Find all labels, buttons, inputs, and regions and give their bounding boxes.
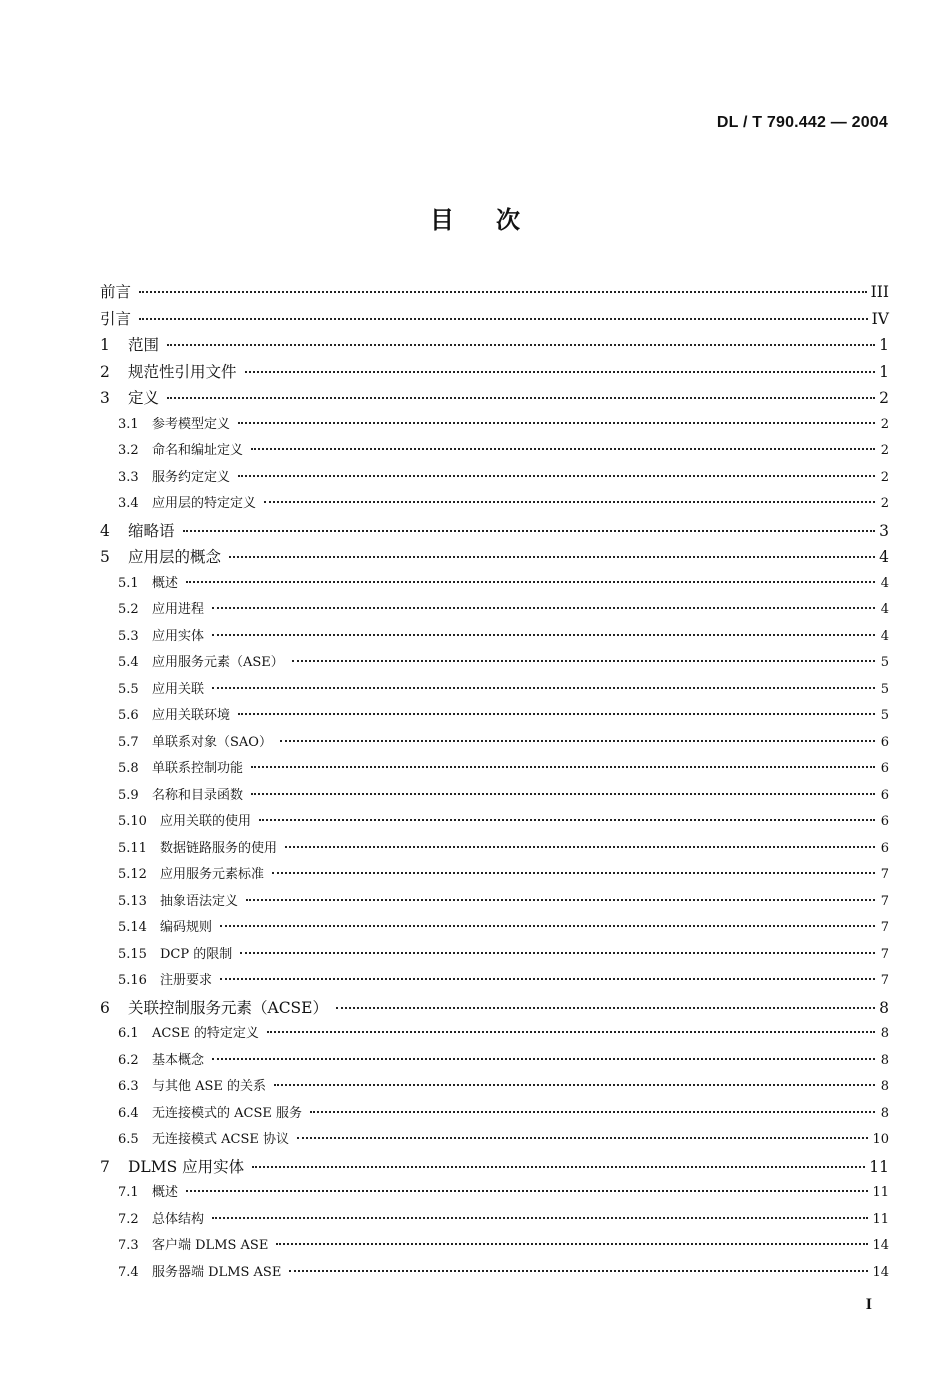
- toc-entry-page: 11: [869, 1157, 889, 1176]
- toc-entry[interactable]: [100, 836, 889, 863]
- toc-entry-page: 5: [880, 708, 889, 723]
- toc-entry[interactable]: [100, 1021, 889, 1048]
- dot-leader: [212, 1217, 868, 1219]
- toc-entry-number: 5.9: [118, 787, 139, 803]
- dot-leader: [229, 556, 875, 558]
- toc-entry-page: 2: [880, 416, 889, 432]
- dot-leader: [220, 978, 875, 980]
- toc-entry-label: 抽象语法定义: [160, 893, 239, 909]
- toc-entry-label: 名称和目录函数: [152, 787, 244, 803]
- toc-entry-label: 前言: [100, 283, 132, 301]
- dot-leader: [167, 397, 875, 399]
- toc-entry[interactable]: [100, 677, 889, 704]
- toc-entry[interactable]: [100, 1127, 889, 1154]
- dot-leader: [292, 660, 875, 662]
- toc-entry-number: 3: [100, 389, 110, 407]
- toc-entry-page: 7: [880, 946, 889, 962]
- dot-leader: [167, 344, 875, 346]
- toc-entry[interactable]: [100, 385, 889, 412]
- toc-entry-page: 2: [880, 443, 889, 458]
- toc-entry-number: 5.1: [118, 575, 139, 591]
- toc-entry-page: 4: [880, 628, 889, 644]
- toc-entry-label: DCP 的限制: [160, 946, 233, 962]
- toc-entry[interactable]: [100, 650, 889, 677]
- dot-leader: [285, 846, 875, 848]
- toc-entry-number: 6.1: [118, 1026, 139, 1041]
- toc-entry-label: 引言: [100, 309, 132, 328]
- toc-entry[interactable]: [100, 1074, 889, 1101]
- toc-entry-page: 4: [880, 602, 889, 617]
- toc-entry-label: 总体结构: [152, 1211, 205, 1227]
- toc-entry-page: 7: [880, 867, 889, 882]
- toc-entry[interactable]: [100, 438, 889, 465]
- toc-entry-number: 2: [100, 362, 110, 381]
- toc-entry[interactable]: [100, 465, 889, 492]
- toc-entry-number: 6.3: [118, 1079, 139, 1094]
- toc-entry-number: 5.12: [118, 867, 147, 882]
- toc-entry-page: 10: [872, 1132, 889, 1147]
- dot-leader: [274, 1084, 875, 1086]
- toc-entry-number: 7: [100, 1157, 110, 1176]
- dot-leader: [280, 740, 875, 742]
- toc-entry[interactable]: [100, 889, 889, 916]
- toc-entry-label: 基本概念: [152, 1052, 205, 1068]
- page-number: I: [865, 1296, 872, 1313]
- toc-title: 目次: [430, 206, 562, 234]
- toc-entry-label: 应用关联环境: [152, 708, 231, 723]
- toc-entry-number: 6: [100, 998, 110, 1017]
- toc-entry-page: 1: [879, 336, 889, 354]
- toc-entry[interactable]: [100, 703, 889, 730]
- toc-entry-label: 应用关联的使用: [160, 814, 252, 829]
- toc-entry-label: ACSE 的特定定义: [152, 1026, 259, 1041]
- dot-leader: [246, 899, 875, 901]
- toc-entry-page: 5: [880, 681, 889, 697]
- toc-entry-label: 服务约定定义: [152, 469, 231, 485]
- toc-entry-number: 5.7: [118, 734, 139, 750]
- toc-entry-number: 5.3: [118, 628, 139, 644]
- dot-leader: [297, 1137, 868, 1139]
- toc-entry-number: 3.4: [118, 496, 139, 511]
- toc-entry-page: 3: [879, 521, 889, 540]
- toc-entry-number: 5.13: [118, 893, 147, 909]
- toc-entry-page: 4: [880, 575, 889, 591]
- toc-entry-label: 注册要求: [160, 973, 213, 988]
- toc-entry-label: 应用层的概念: [128, 548, 222, 566]
- toc-entry-page: IV: [871, 309, 889, 328]
- toc-entry-page: 8: [880, 1079, 889, 1094]
- toc-entry-number: 7.4: [118, 1264, 139, 1280]
- dot-leader: [267, 1031, 875, 1033]
- toc-entry-label: DLMS 应用实体: [128, 1157, 245, 1176]
- toc-entry[interactable]: [100, 306, 889, 333]
- toc-entry-label: 规范性引用文件: [128, 362, 237, 381]
- toc-entry-page: 4: [879, 548, 889, 566]
- toc-entry-number: 4: [100, 521, 110, 540]
- toc-entry[interactable]: [100, 624, 889, 651]
- dot-leader: [251, 766, 875, 768]
- dot-leader: [212, 607, 875, 609]
- toc-entry-number: 6.5: [118, 1132, 139, 1147]
- toc-entry-number: 1: [100, 336, 110, 354]
- toc-entry-number: 6.2: [118, 1052, 139, 1068]
- dot-leader: [139, 291, 867, 293]
- toc-entry-number: 3.3: [118, 469, 139, 485]
- toc-entry-page: 6: [880, 814, 889, 829]
- toc-entry-page: 7: [880, 920, 889, 935]
- toc-entry[interactable]: [100, 571, 889, 598]
- toc-entry-number: 5: [100, 548, 110, 566]
- toc-entry-label: 单联系对象（SAO）: [152, 734, 272, 750]
- toc-entry-label: 定义: [128, 389, 160, 407]
- toc-entry-number: 5.5: [118, 681, 139, 697]
- toc-entry-label: 无连接模式的 ACSE 服务: [152, 1105, 302, 1121]
- toc-entry-number: 7.2: [118, 1211, 139, 1227]
- toc-entry[interactable]: [100, 332, 889, 359]
- toc-entry-label: 编码规则: [160, 920, 213, 935]
- toc-entry-number: 6.4: [118, 1105, 139, 1121]
- toc-entry-number: 3.2: [118, 443, 139, 458]
- dot-leader: [238, 475, 875, 477]
- toc-entry-page: 7: [880, 893, 889, 909]
- dot-leader: [276, 1243, 868, 1245]
- toc-entry[interactable]: [100, 862, 889, 889]
- toc-entry-page: 8: [880, 1052, 889, 1068]
- toc-entry-number: 5.11: [118, 840, 147, 856]
- toc-entry[interactable]: [100, 279, 889, 306]
- toc-entry[interactable]: [100, 730, 889, 757]
- dot-leader: [245, 371, 875, 373]
- toc-entry-page: 8: [879, 998, 889, 1017]
- dot-leader: [238, 713, 875, 715]
- toc-entry[interactable]: [100, 809, 889, 836]
- toc-entry-page: 2: [879, 389, 889, 407]
- dot-leader: [186, 581, 875, 583]
- toc-entry-label: 应用服务元素标准: [160, 867, 265, 882]
- dot-leader: [139, 318, 868, 320]
- dot-leader: [336, 1007, 875, 1009]
- dot-leader: [259, 819, 875, 821]
- toc-entry-label: 服务器端 DLMS ASE: [152, 1264, 282, 1280]
- toc-entry-label: 范围: [128, 336, 160, 354]
- toc-entry-page: 14: [872, 1238, 889, 1253]
- toc-entry-label: 概述: [152, 575, 179, 591]
- toc-entry[interactable]: [100, 1154, 889, 1181]
- toc-entry[interactable]: [100, 544, 889, 571]
- toc-entry-number: 7.3: [118, 1238, 139, 1253]
- toc-entry[interactable]: [100, 359, 889, 386]
- dot-leader: [238, 422, 875, 424]
- toc-entry-page: 6: [880, 761, 889, 776]
- toc-entry-page: 8: [880, 1105, 889, 1121]
- toc-entry-label: 数据链路服务的使用: [160, 840, 278, 856]
- toc-entry[interactable]: [100, 995, 889, 1022]
- dot-leader: [212, 687, 875, 689]
- toc-entry-label: 缩略语: [128, 521, 175, 540]
- toc-entry[interactable]: [100, 1260, 889, 1287]
- toc-entry-number: 7.1: [118, 1185, 139, 1200]
- toc-entry-page: 1: [879, 362, 889, 381]
- toc-entry-label: 参考模型定义: [152, 416, 231, 432]
- toc-entry[interactable]: [100, 1048, 889, 1075]
- toc-entry-page: III: [870, 283, 889, 301]
- toc-entry-number: 5.2: [118, 602, 139, 617]
- dot-leader: [264, 501, 875, 503]
- toc-entry-label: 客户端 DLMS ASE: [152, 1238, 269, 1253]
- toc-entry-number: 3.1: [118, 416, 139, 432]
- table-of-contents: [100, 279, 889, 1286]
- toc-entry[interactable]: [100, 1207, 889, 1234]
- toc-entry-page: 8: [880, 1026, 889, 1041]
- toc-entry[interactable]: [100, 491, 889, 518]
- dot-leader: [220, 925, 875, 927]
- toc-entry-page: 6: [880, 734, 889, 750]
- dot-leader: [289, 1270, 868, 1272]
- toc-entry-number: 5.10: [118, 814, 147, 829]
- toc-entry-number: 5.16: [118, 973, 147, 988]
- dot-leader: [186, 1190, 868, 1192]
- dot-leader: [310, 1111, 875, 1113]
- standard-code: DL / T 790.442 — 2004: [716, 114, 888, 131]
- toc-entry-number: 5.6: [118, 708, 139, 723]
- dot-leader: [251, 793, 875, 795]
- toc-entry-label: 无连接模式 ACSE 协议: [152, 1132, 289, 1147]
- toc-entry-page: 11: [872, 1211, 889, 1227]
- dot-leader: [272, 872, 875, 874]
- toc-entry-label: 概述: [152, 1185, 179, 1200]
- toc-entry-label: 应用进程: [152, 602, 205, 617]
- toc-entry-label: 应用层的特定定义: [152, 496, 257, 511]
- toc-entry-number: 5.8: [118, 761, 139, 776]
- toc-entry-label: 关联控制服务元素（ACSE）: [128, 998, 328, 1017]
- toc-entry[interactable]: [100, 412, 889, 439]
- toc-entry-page: 5: [880, 655, 889, 670]
- toc-entry-label: 命名和编址定义: [152, 443, 244, 458]
- toc-entry-label: 应用关联: [152, 681, 205, 697]
- toc-entry[interactable]: [100, 756, 889, 783]
- toc-entry-page: 6: [880, 840, 889, 856]
- toc-entry[interactable]: [100, 968, 889, 995]
- toc-entry[interactable]: [100, 1180, 889, 1207]
- toc-entry-label: 应用实体: [152, 628, 205, 644]
- toc-entry-page: 7: [880, 973, 889, 988]
- toc-entry[interactable]: [100, 915, 889, 942]
- dot-leader: [251, 448, 875, 450]
- toc-entry-number: 5.4: [118, 655, 139, 670]
- toc-entry-page: 14: [872, 1264, 889, 1280]
- toc-entry-number: 5.14: [118, 920, 147, 935]
- toc-entry-label: 单联系控制功能: [152, 761, 244, 776]
- dot-leader: [212, 634, 875, 636]
- toc-entry-number: 5.15: [118, 946, 147, 962]
- toc-entry-page: 2: [880, 469, 889, 485]
- toc-entry[interactable]: [100, 518, 889, 545]
- toc-entry[interactable]: [100, 783, 889, 810]
- toc-entry[interactable]: [100, 942, 889, 969]
- dot-leader: [240, 952, 875, 954]
- toc-entry-label: 与其他 ASE 的关系: [152, 1079, 267, 1094]
- toc-entry[interactable]: [100, 1233, 889, 1260]
- toc-entry-page: 6: [880, 787, 889, 803]
- toc-entry-page: 2: [880, 496, 889, 511]
- dot-leader: [183, 530, 875, 532]
- dot-leader: [212, 1058, 875, 1060]
- toc-entry-label: 应用服务元素（ASE）: [152, 655, 284, 670]
- dot-leader: [252, 1166, 865, 1168]
- toc-entry[interactable]: [100, 1101, 889, 1128]
- toc-entry[interactable]: [100, 597, 889, 624]
- toc-entry-page: 11: [872, 1185, 889, 1200]
